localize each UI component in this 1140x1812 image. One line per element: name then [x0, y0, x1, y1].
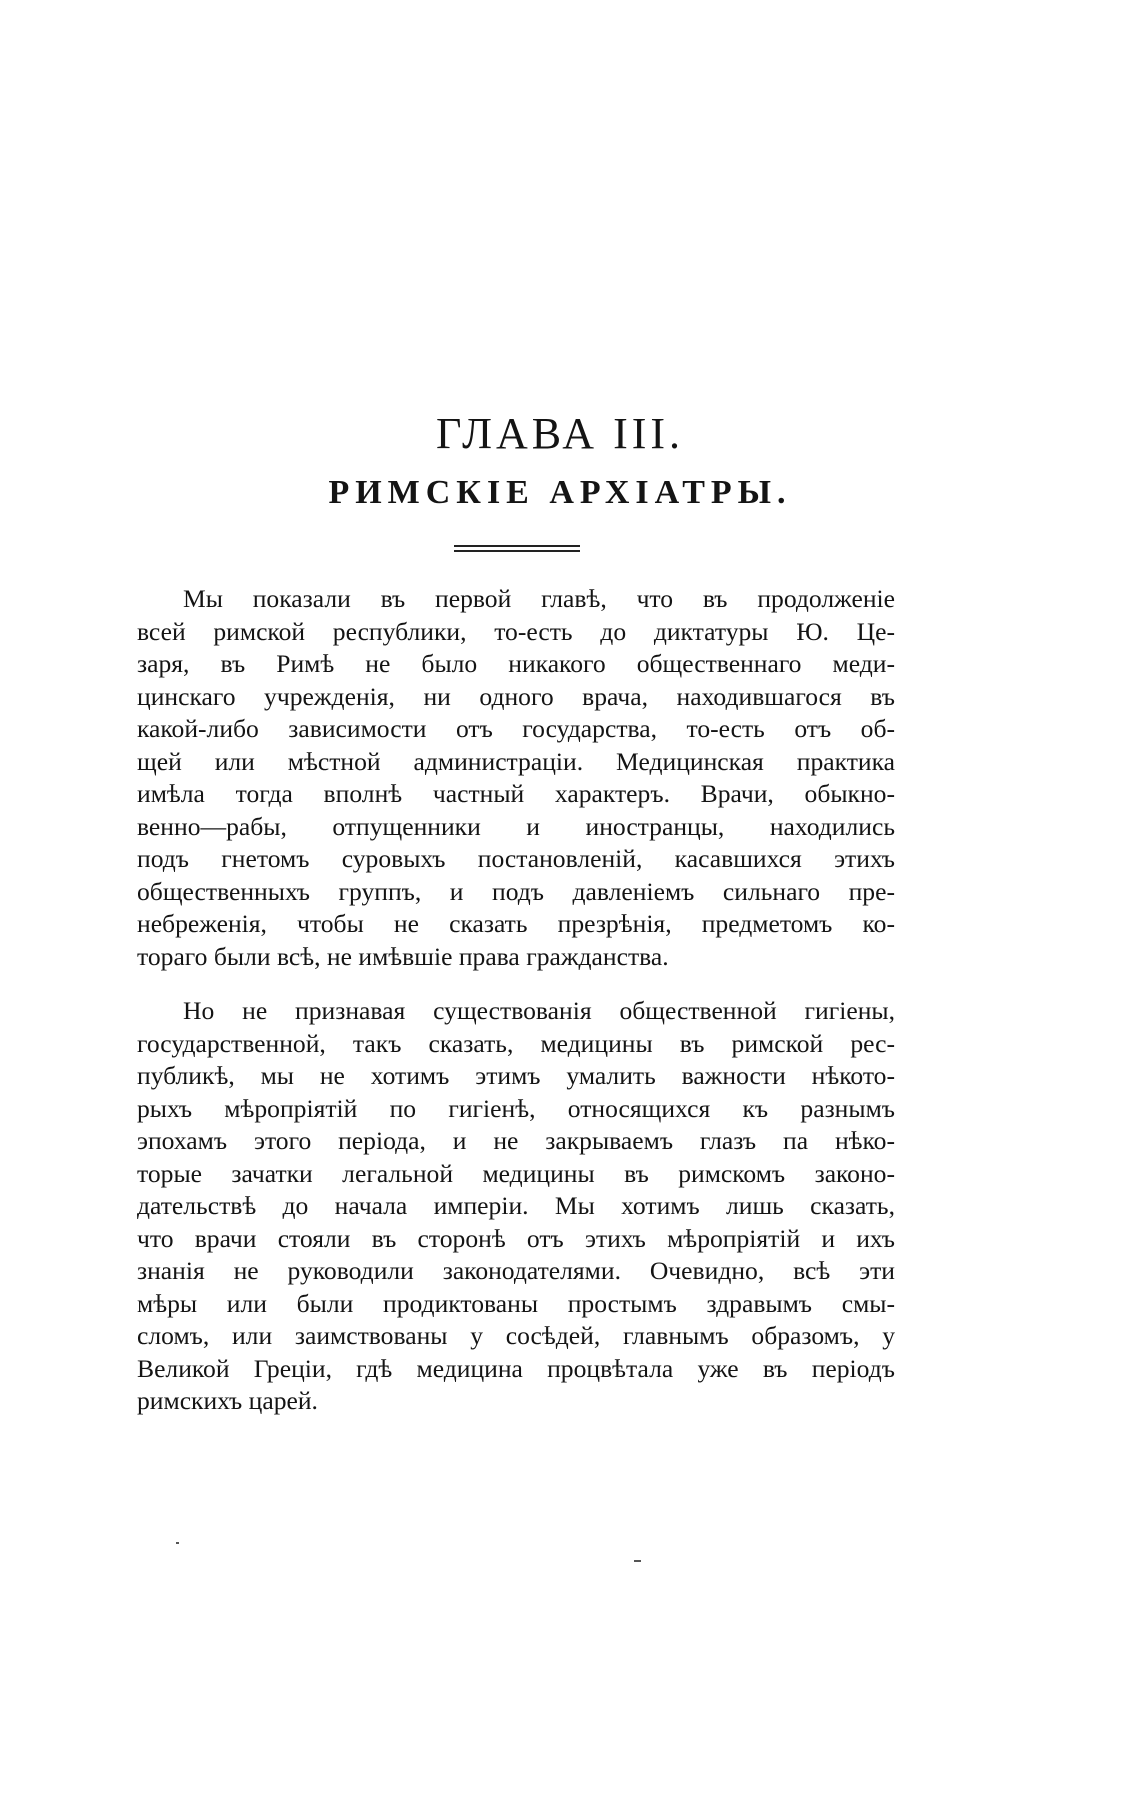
- text-line: государственной, такъ сказать, медицины въ римской рес-: [137, 1028, 895, 1058]
- text-line: подъ гнетомъ суровыхъ постановленій, касавшихся этихъ: [137, 844, 895, 873]
- text-line: Но не признавая существованія общественной гигіены,: [183, 996, 895, 1025]
- text-line: общественныхъ группъ, и подъ давленіемъ сильнаго пре-: [137, 876, 895, 906]
- text-line: торые зачатки легальной медицины въ римскомъ законо-: [137, 1158, 895, 1188]
- text-line: сломъ, или заимствованы у сосѣдей, главнымъ образомъ, у: [137, 1321, 895, 1350]
- text-line: дательствѣ до начала имперіи. Мы хотимъ лишь сказать,: [137, 1191, 895, 1220]
- text-line: всей римской республики, то-есть до диктатуры Ю. Це-: [137, 616, 895, 646]
- text-line: небреженія, чтобы не сказать презрѣнія, предметомъ ко-: [137, 909, 895, 938]
- text-line: Мы показали въ первой главѣ, что въ продолженіе: [183, 584, 895, 613]
- paragraph-2: [137, 995, 895, 1418]
- text-line: заря, въ Римѣ не было никакого общественнаго меди-: [137, 649, 895, 678]
- text-line: мѣры или были продиктованы простымъ здравымъ смы-: [137, 1288, 895, 1318]
- text-line: римскихъ царей.: [137, 1386, 318, 1415]
- scan-speck: [634, 1560, 641, 1562]
- text-line: какой-либо зависимости отъ государства, то-есть отъ об-: [137, 714, 895, 743]
- text-line: венно—рабы, отпущенники и иностранцы, находились: [137, 811, 895, 841]
- chapter-number: ГЛАВА III.: [435, 409, 685, 458]
- scan-speck: [176, 1542, 179, 1544]
- text-line: знанія не руководили законодателями. Очевидно, всѣ эти: [137, 1256, 895, 1285]
- text-line: рыхъ мѣропріятій по гигіенѣ, относящихся къ разнымъ: [137, 1093, 895, 1123]
- paragraph-spacer: [137, 973, 895, 995]
- chapter-body: [137, 583, 895, 1418]
- chapter-title: РИМСКІЕ АРХІАТРЫ.: [328, 474, 792, 511]
- title-divider: [454, 545, 580, 552]
- text-line: имѣла тогда вполнѣ частный характеръ. Врачи, обыкно-: [137, 779, 895, 808]
- text-line: публикѣ, мы не хотимъ этимъ умалить важности нѣкото-: [137, 1061, 895, 1090]
- paragraph-1: [137, 583, 895, 973]
- text-line: цинскаго учрежденія, ни одного врача, находившагося въ: [137, 681, 895, 711]
- text-line: тораго были всѣ, не имѣвшіе права гражданства.: [137, 941, 669, 971]
- text-line: что врачи стояли въ сторонѣ отъ этихъ мѣропріятій и ихъ: [137, 1223, 895, 1253]
- text-line: Великой Греціи, гдѣ медицина процвѣтала уже въ періодъ: [137, 1353, 895, 1383]
- text-line: эпохамъ этого періода, и не закрываемъ глазъ па нѣко-: [137, 1126, 895, 1155]
- text-line: щей или мѣстной администраціи. Медицинская практика: [137, 746, 895, 776]
